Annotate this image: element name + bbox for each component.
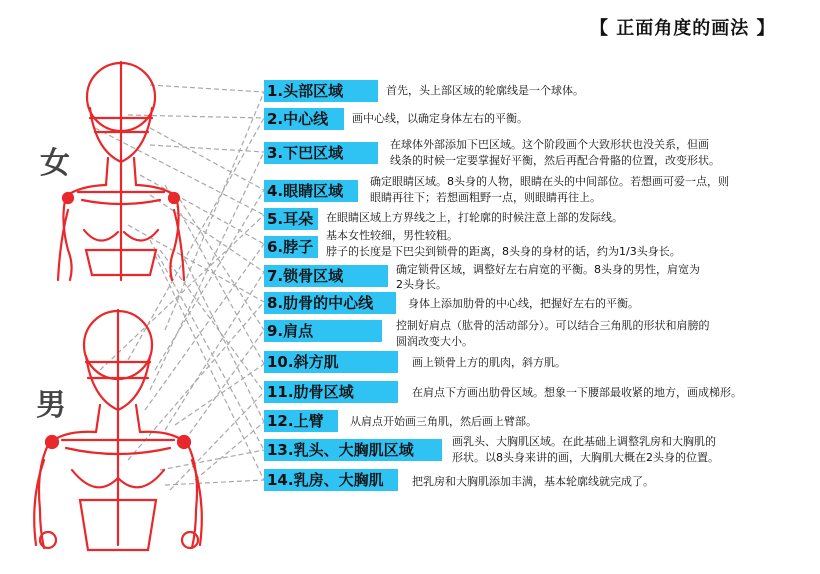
step-1-label: 1.头部区域 [264,80,378,102]
step-10-desc: 画上锁骨上方的肌肉，斜方肌。 [412,356,566,369]
male-label: 男 [36,388,66,423]
step-5-desc: 在眼睛区域上方界线之上，打轮廓的时候注意上部的发际线。 [326,211,623,224]
step-5-label: 5.耳朵 [264,208,318,230]
step-8-label: 8.肋骨的中心线 [264,292,396,314]
step-13-label: 13.乳头、大胸肌区域 [264,439,442,461]
step-7-label: 7.锁骨区域 [264,265,388,287]
step-9-desc-line-2: 圆润改变大小。 [396,335,473,348]
step-2-label: 2.中心线 [264,108,344,130]
step-1-desc: 首先，头上部区域的轮廓线是一个球体。 [386,84,584,97]
step-13-desc-line-1: 画乳头、大胸肌区域。在此基础上调整乳房和大胸肌的 [452,435,716,448]
step-4-desc-line-1: 确定眼睛区域。8头身的人物，眼睛在头的中间部位。若想画可爱一点，则 [370,175,729,188]
page-title: 【 正面角度的画法 】 [590,18,776,39]
step-3-desc-line-2: 线条的时候一定要掌握好平衡，然后再配合骨骼的位置，改变形状。 [390,154,720,167]
female-sketch [58,62,184,280]
step-9-desc-line-1: 控制好肩点（肱骨的活动部分）。可以结合三角肌的形状和肩膀的 [396,319,710,332]
step-9-label: 9.肩点 [264,320,382,342]
step-6-label: 6.脖子 [264,236,318,258]
step-7-desc-line-2: 2头身长。 [396,278,447,291]
step-11-label: 11.肋骨区域 [264,381,398,403]
step-11-desc: 在肩点下方画出肋骨区域。想象一下腰部最收紧的地方，画成梯形。 [412,386,742,399]
step-3-label: 3.下巴区域 [264,142,378,164]
step-12-label: 12.上臂 [264,410,338,432]
step-7-desc-line-1: 确定锁骨区域，调整好左右肩宽的平衡。8头身的男性，肩宽为 [396,263,700,276]
female-label: 女 [40,146,70,181]
step-6-desc-line-1: 基本女性较细，男性较粗。 [326,229,458,242]
step-10-label: 10.斜方肌 [264,351,398,373]
step-2-desc: 画中心线，以确定身体左右的平衡。 [352,112,528,125]
step-4-label: 4.眼睛区域 [264,180,358,202]
step-6-desc-line-2: 脖子的长度是下巴尖到锁骨的距离，8头身的身材的话，约为1/3头身长。 [326,245,681,258]
step-14-desc: 把乳房和大胸肌添加丰满，基本轮廓线就完成了。 [412,475,654,488]
step-13-desc-line-2: 形状。以8头身来讲的画，大胸肌大概在2头身的位置。 [452,451,719,464]
step-12-desc: 从肩点开始画三角肌，然后画上臂部。 [350,415,537,428]
step-8-desc: 身体上添加肋骨的中心线，把握好左右的平衡。 [408,297,639,310]
male-sketch [34,310,202,550]
step-3-desc-line-1: 在球体外部添加下巴区域。这个阶段画个大致形状也没关系，但画 [390,138,709,151]
step-14-label: 14.乳房、大胸肌 [264,469,398,491]
step-4-desc-line-2: 眼睛再往下；若想画粗野一点，则眼睛再往上。 [370,191,601,204]
